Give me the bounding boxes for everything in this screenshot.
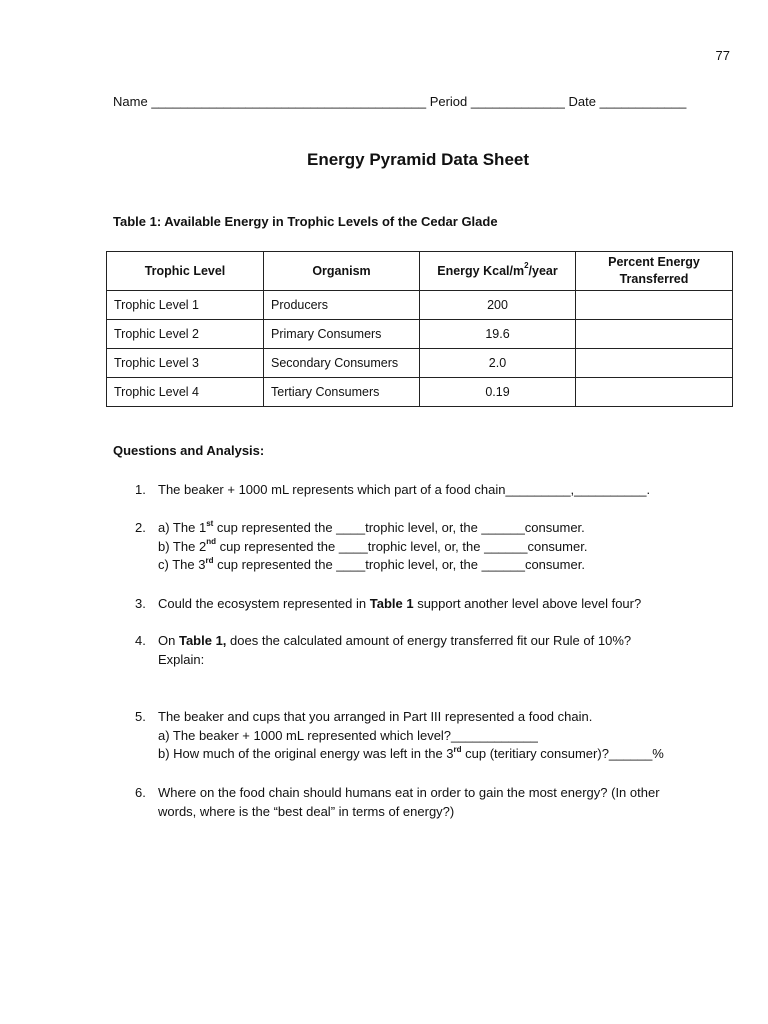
q6-line2: words, where is the “best deal” in terms of energy?) [158, 803, 455, 819]
table-row [107, 320, 733, 349]
q2c-sup: rd [205, 555, 214, 565]
q5b-post: cup (teritiary consumer)?______% [461, 746, 664, 761]
q3-post: support another level above level four? [413, 596, 642, 611]
cell-energy: 19.6 [420, 320, 576, 349]
student-info-line [113, 94, 686, 109]
page-number: 77 [715, 48, 730, 63]
question-number: 5. [135, 709, 146, 724]
questions-heading: Questions and Analysis: [113, 443, 265, 458]
period-label: Period [429, 94, 468, 109]
header-energy-per-year: /year [528, 263, 558, 278]
header-percent-energy [576, 252, 733, 291]
header-organism: Organism [264, 252, 420, 291]
cell-percent [576, 378, 733, 407]
cell-organism: Secondary Consumers [264, 349, 420, 378]
cell-percent [576, 291, 733, 320]
cell-energy: 200 [420, 291, 576, 320]
cell-organism: Tertiary Consumers [264, 378, 420, 407]
q5-line1: The beaker and cups that you arranged in Part III represented a food chain. [158, 709, 593, 724]
date-blank: ____________ [599, 94, 687, 109]
question-text [158, 632, 718, 669]
header-trophic-level: Trophic Level [107, 252, 264, 291]
cell-level: Trophic Level 1 [107, 291, 264, 320]
q5-a: a) The beaker + 1000 mL represented which level?____________ [158, 727, 538, 743]
header-energy-exponent: 2 [524, 261, 529, 271]
table-row [107, 378, 733, 407]
q2c-post: cup represented the ____trophic level, or, the ______consumer. [213, 557, 585, 572]
q3-bold: Table 1 [369, 596, 414, 611]
question-text [158, 595, 718, 614]
question-number: 2. [135, 520, 146, 535]
cell-percent [576, 320, 733, 349]
header-energy-unit: Energy Kcal/m [437, 263, 525, 278]
header-energy [420, 252, 576, 291]
q6-line1: Where on the food chain should humans eat in order to gain the most energy? (In other [158, 785, 660, 800]
header-percent-line2: Transferred [619, 272, 689, 286]
name-label: Name [113, 94, 148, 109]
cell-percent [576, 349, 733, 378]
q5b-pre: b) How much of the original energy was left in the 3 [158, 746, 454, 761]
period-blank: _____________ [470, 94, 565, 109]
name-blank: ______________________________________ [151, 94, 427, 109]
page-title: Energy Pyramid Data Sheet [306, 150, 530, 169]
question-text [158, 708, 718, 764]
q4-post: does the calculated amount of energy transferred fit our Rule of 10%? [226, 633, 632, 648]
cell-level: Trophic Level 4 [107, 378, 264, 407]
cell-organism: Producers [264, 291, 420, 320]
table-row [107, 291, 733, 320]
cell-level: Trophic Level 3 [107, 349, 264, 378]
date-label: Date [568, 94, 596, 109]
question-text [158, 519, 718, 575]
cell-organism: Primary Consumers [264, 320, 420, 349]
table-caption: Table 1: Available Energy in Trophic Levels of the Cedar Glade [113, 214, 498, 229]
header-percent-line1: Percent Energy [608, 255, 700, 269]
q3-pre: Could the ecosystem represented in [158, 596, 370, 611]
question-text: The beaker + 1000 mL represents which part of a food chain_________,__________. [158, 482, 651, 497]
q2b-pre: b) The 2 [158, 538, 207, 554]
q2b-sup: nd [206, 537, 216, 547]
q4-line2: Explain: [158, 651, 205, 667]
question-number: 6. [135, 785, 146, 800]
energy-table [106, 251, 733, 407]
question-number: 1. [135, 482, 146, 497]
q2a-pre: a) The 1 [158, 520, 207, 535]
q4-bold: Table 1, [178, 633, 227, 648]
q2a-sup: st [206, 518, 214, 528]
q2a-post: cup represented the ____trophic level, or, the ______consumer. [213, 520, 585, 535]
q5b-sup: rd [453, 744, 462, 754]
cell-energy: 0.19 [420, 378, 576, 407]
q2b-post: cup represented the ____trophic level, or, the ______consumer. [215, 538, 588, 554]
question-number: 3. [135, 596, 146, 611]
cell-level: Trophic Level 2 [107, 320, 264, 349]
question-text [158, 784, 718, 821]
table-header-row [107, 252, 733, 291]
table-row [107, 349, 733, 378]
question-number: 4. [135, 633, 146, 648]
q2c-pre: c) The 3 [158, 557, 206, 572]
cell-energy: 2.0 [420, 349, 576, 378]
q4-pre: On [158, 633, 179, 648]
